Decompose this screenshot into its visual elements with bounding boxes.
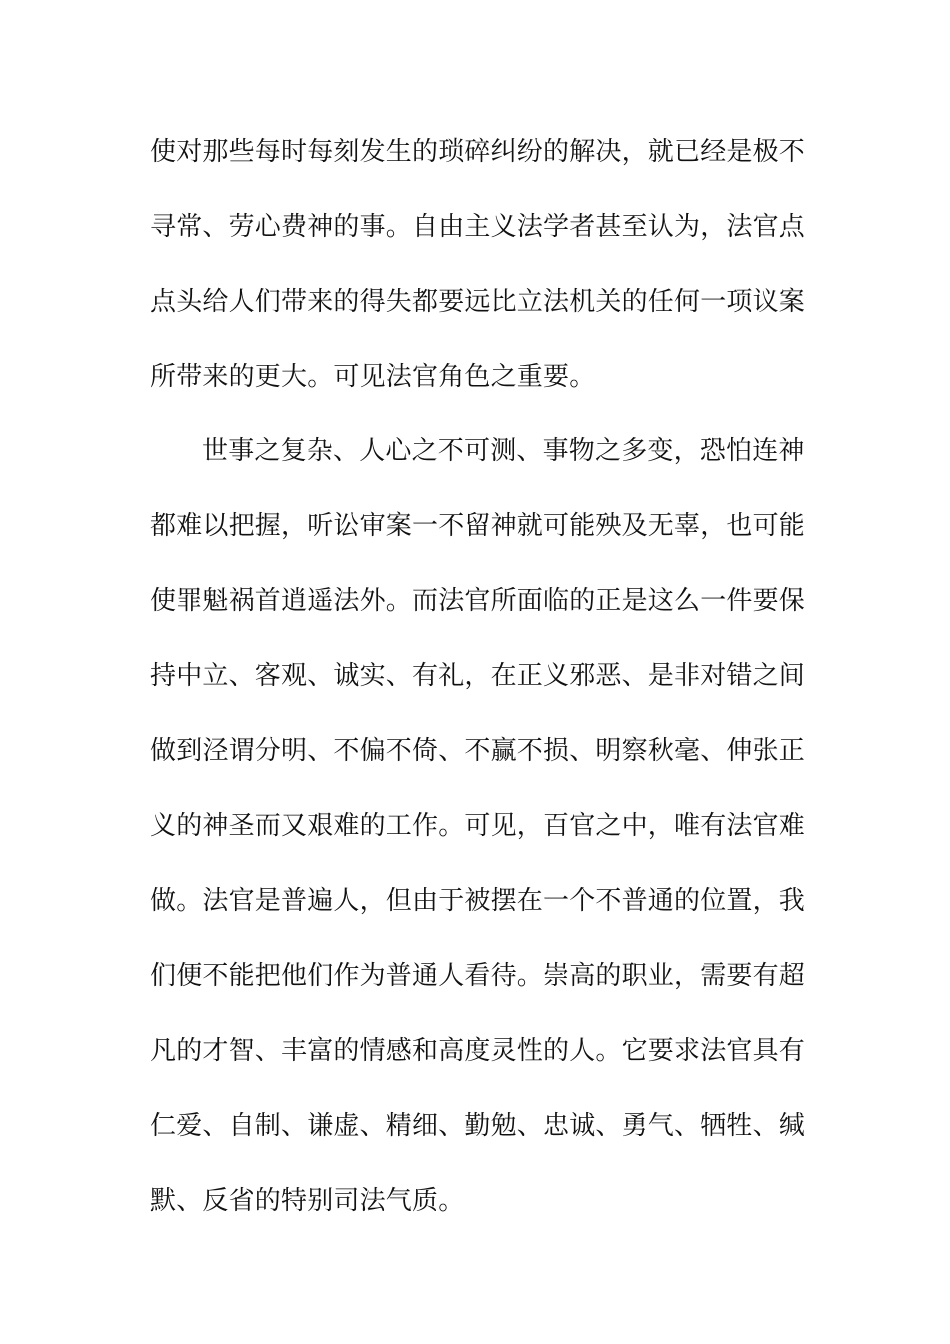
paragraph-line: 义的神圣而又艰难的工作。可见，百官之中，唯有法官难 [150,811,806,841]
paragraph-line: 所带来的更大。可见法官角色之重要。 [150,362,596,392]
paragraph-line: 们便不能把他们作为普通人看待。崇高的职业，需要有超 [150,961,806,991]
paragraph-line: 使对那些每时每刻发生的琐碎纠纷的解决，就已经是极不 [150,137,806,167]
paragraph-line: 使罪魁祸首逍遥法外。而法官所面临的正是这么一件要保 [150,586,806,616]
paragraph-2 [150,414,806,1239]
paragraph-line: 做到泾谓分明、不偏不倚、不赢不损、明察秋毫、伸张正 [150,736,806,766]
paragraph-line: 仁爱、自制、谦虚、精细、勤勉、忠诚、勇气、牺牲、缄 [150,1111,806,1141]
paragraph-line: 点头给人们带来的得失都要远比立法机关的任何一项议案 [150,287,806,317]
paragraph-line: 做。法官是普遍人，但由于被摆在一个不普通的位置，我 [150,886,806,916]
paragraph-line: 默、反省的特别司法气质。 [150,1186,465,1216]
paragraph-line: 寻常、劳心费神的事。自由主义法学者甚至认为，法官点 [150,212,806,242]
paragraph-line: 世事之复杂、人心之不可测、事物之多变，恐怕连神 [202,436,805,466]
paragraph-line: 都难以把握，听讼审案一不留神就可能殃及无辜，也可能 [150,511,806,541]
paragraph-1 [150,115,806,415]
paragraph-line: 持中立、客观、诚实、有礼，在正义邪恶、是非对错之间 [150,661,806,691]
paragraph-line: 凡的才智、丰富的情感和高度灵性的人。它要求法官具有 [150,1036,806,1066]
